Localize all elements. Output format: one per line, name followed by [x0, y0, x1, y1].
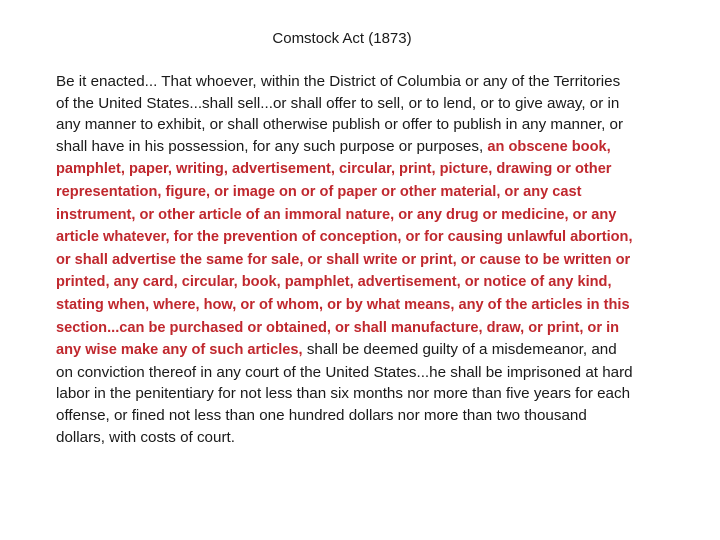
slide-title: Comstock Act (1873): [272, 30, 412, 47]
paragraph-conclusion: shall be deemed guilty of a misdemeanor, and on conviction thereof in any court of the United States...he shall be imprisoned at hard labor in the penitentiary for not less than six months nor more than five years for each offense, or fined not less than one hundred dollars nor more than two thousand dollars, with costs of court.: [56, 341, 633, 446]
paragraph-highlighted-text: an obscene book, pamphlet, paper, writing, advertisement, circular, print, picture, drawing or other representation, figure, or image on or of paper or other material, or any cast instrument, or other article of an immoral nature, or any drug or medicine, or any article whatever, for the prevention of conception, or for causing unlawful abortion, or shall advertise the same for sale, or shall write or print, or cause to be written or printed, any card, circular, book, pamphlet, advertisement, or notice of any kind, stating when, where, how, or of whom, or by what means, any of the articles in this section...can be purchased or obtained, or shall manufacture, draw, or print, or in any wise make any of such articles,: [56, 138, 633, 359]
paragraph-intro: Be it enacted... That whoever, within the District of Columbia or any of the Territories of the United States...shall sell...or shall offer to sell, or to lend, or to give away, or in any manner to exhibit, or shall otherwise publish or offer to publish in any manner, or shall have in his possession, for any such purpose or purposes,: [56, 73, 624, 155]
body-paragraph: [56, 71, 634, 448]
